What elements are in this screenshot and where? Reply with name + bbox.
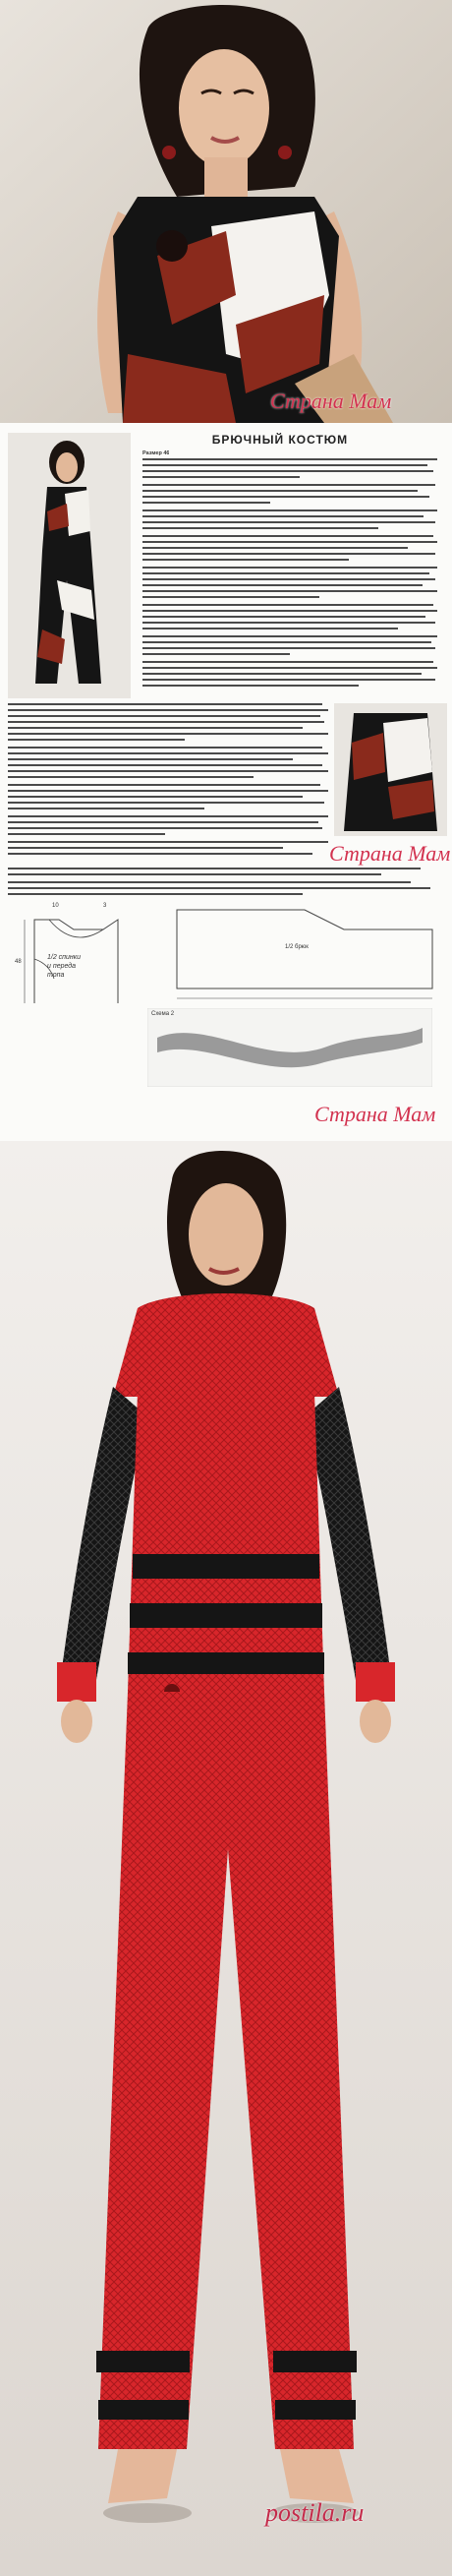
diagram-num-top: 10 <box>52 903 59 909</box>
pattern-document-bottom <box>0 1003 452 1141</box>
knitting-chart-2-label: Схема 2 <box>151 1011 175 1017</box>
photo-top-detail <box>334 703 447 836</box>
photo-woman-top <box>0 0 452 423</box>
diagram-label-2: и переда <box>47 963 77 970</box>
instruction-text-block-1 <box>142 458 442 694</box>
knitting-chart-2 <box>147 1008 432 1087</box>
watermark-strana-mam-2: Страна Мам <box>329 841 451 866</box>
watermark-strana-mam-3: Страна Мам <box>314 1102 436 1126</box>
photo-woman-red-suit <box>0 1141 452 2576</box>
doc-size: Размер 46 <box>142 450 170 456</box>
diagram-trousers <box>167 900 442 1018</box>
watermark-strana-mam-1: Страна Мам <box>270 389 392 413</box>
watermark-postila: postila.ru <box>265 2498 365 2527</box>
photo-red-suit-illustration <box>0 1141 452 2576</box>
diagram-num-right: 3 <box>103 903 107 909</box>
diagram-trousers-label: 1/2 брюк <box>285 944 309 950</box>
diagram-label-3: топа <box>47 972 65 979</box>
diagram-label-1: 1/2 спинки <box>47 954 81 961</box>
diagram-num-height: 48 <box>15 959 22 965</box>
doc-title: БРЮЧНЫЙ КОСТЮМ <box>211 433 349 447</box>
instruction-text-block-3 <box>8 868 440 897</box>
photo-model-full <box>8 433 131 698</box>
photo-top-illustration <box>0 0 452 423</box>
instruction-text-block-2 <box>8 703 332 861</box>
